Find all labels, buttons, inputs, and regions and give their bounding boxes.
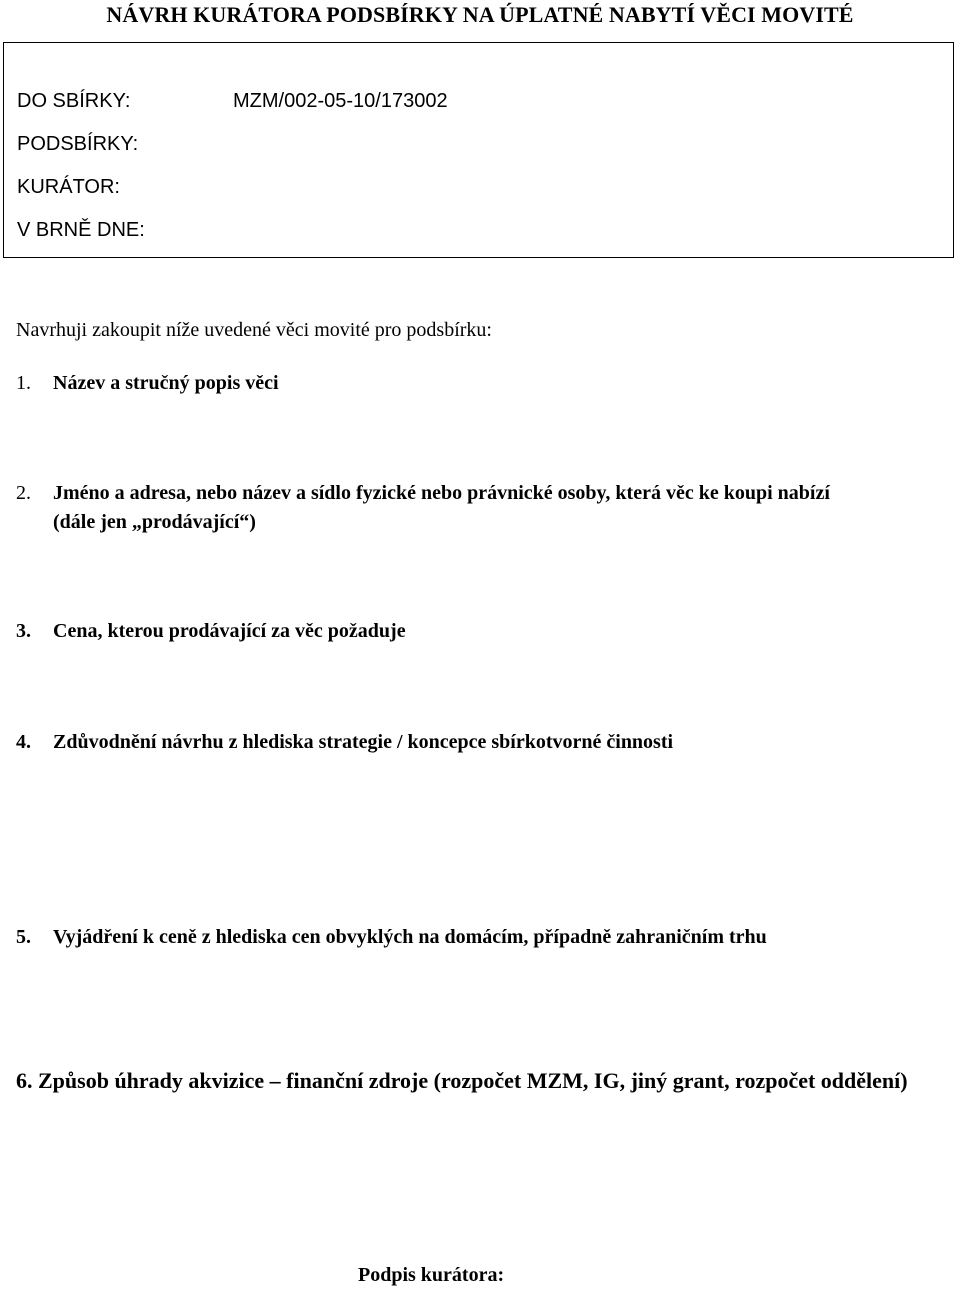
item-5 (16, 926, 767, 949)
curator-label: KURÁTOR: (17, 176, 120, 198)
item-text: Způsob úhrady akvizice – finanční zdroje (rozpočet MZM, IG, jiný grant, rozpočet oddělení) (38, 1068, 908, 1093)
item-number: 6. (16, 1068, 33, 1093)
collection-label: DO SBÍRKY: (17, 90, 131, 112)
item-text: Vyjádření k ceně z hlediska cen obvyklých na domácím, případně zahraničním trhu (53, 926, 767, 948)
item-6 (16, 1066, 946, 1096)
item-4 (16, 731, 673, 754)
collection-value: MZM/002-05-10/173002 (233, 90, 448, 112)
item-number: 2. (16, 482, 31, 504)
item-2-continuation: (dále jen „prodávající“) (53, 511, 256, 533)
item-3 (16, 620, 406, 643)
item-number: 4. (16, 731, 31, 753)
signature-label: Podpis kurátora: (358, 1264, 505, 1286)
item-1 (16, 372, 279, 395)
item-number: 5. (16, 926, 31, 948)
date-label: V BRNĚ DNE: (17, 219, 145, 241)
item-text: Cena, kterou prodávající za věc požaduje (53, 620, 406, 642)
item-number: 1. (16, 372, 31, 394)
intro-text: Navrhuji zakoupit níže uvedené věci movité pro podsbírku: (16, 319, 492, 341)
item-number: 3. (16, 620, 31, 642)
item-text: Jméno a adresa, nebo název a sídlo fyzické nebo právnické osoby, která věc ke koupi nabízí (53, 482, 830, 504)
item-text: Název a stručný popis věci (53, 372, 279, 394)
document-title: NÁVRH KURÁTORA PODSBÍRKY NA ÚPLATNÉ NABYTÍ VĚCI MOVITÉ (106, 2, 854, 27)
header-box (3, 42, 954, 258)
subcollection-label: PODSBÍRKY: (17, 133, 139, 155)
item-2 (16, 482, 830, 505)
item-text: Zdůvodnění návrhu z hlediska strategie / koncepce sbírkotvorné činnosti (53, 731, 674, 753)
